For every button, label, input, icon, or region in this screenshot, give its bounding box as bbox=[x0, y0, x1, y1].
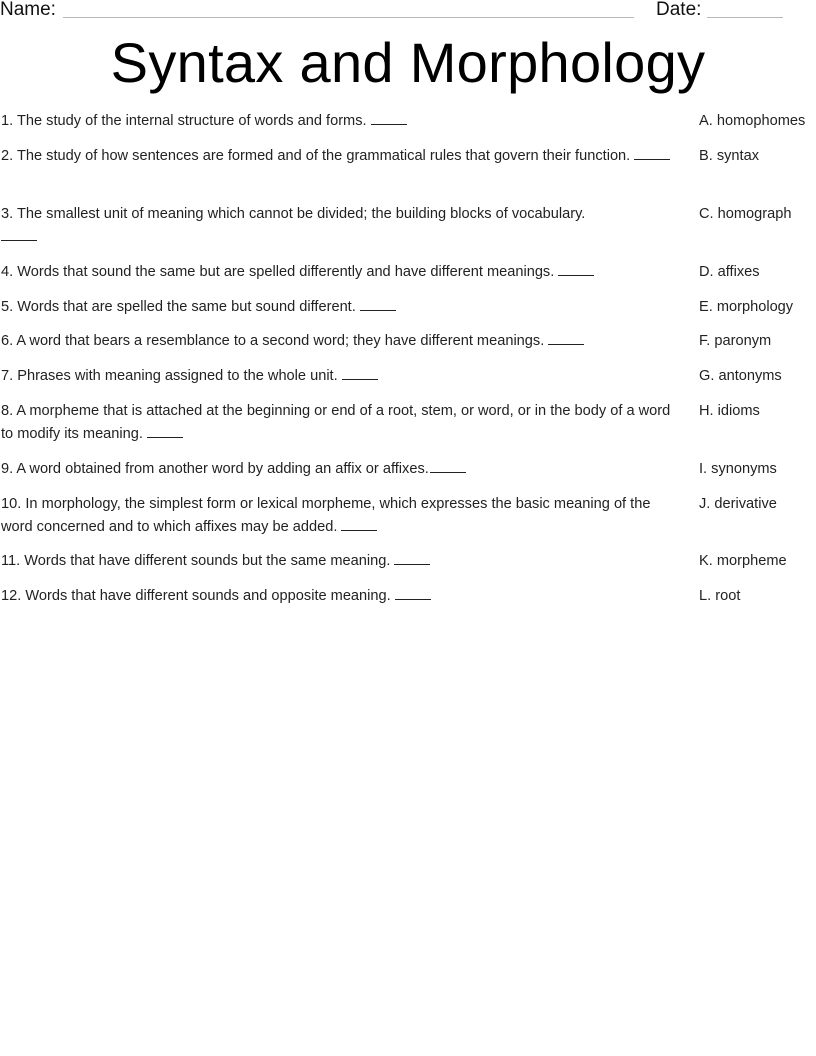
answer-blank[interactable] bbox=[395, 589, 431, 600]
question-item bbox=[1, 550, 677, 573]
answer-blank[interactable] bbox=[147, 427, 183, 438]
question-item bbox=[1, 400, 677, 445]
page-title: Syntax and Morphology bbox=[110, 31, 706, 94]
worksheet-header bbox=[0, 0, 816, 24]
question-item bbox=[1, 203, 677, 248]
question-text: 7. Phrases with meaning assigned to the whole unit. bbox=[1, 368, 338, 384]
question-text: 9. A word obtained from another word by adding an affix or affixes. bbox=[1, 461, 429, 477]
question-text: 4. Words that sound the same but are spelled differently and have different meanings. bbox=[1, 264, 555, 280]
question-text: 6. A word that bears a resemblance to a second word; they have different meanings. bbox=[1, 333, 545, 349]
date-label: Date: bbox=[656, 0, 702, 20]
answer-choice: F. paronym bbox=[699, 333, 772, 349]
question-item bbox=[1, 458, 677, 481]
question-text: 3. The smallest unit of meaning which cannot be divided; the building blocks of vocabulary. bbox=[1, 206, 586, 222]
answer-choice: K. morpheme bbox=[699, 553, 787, 569]
answer-blank[interactable] bbox=[371, 114, 407, 125]
answer-choice: D. affixes bbox=[699, 264, 760, 280]
answer-blank[interactable] bbox=[430, 462, 466, 473]
question-item bbox=[1, 585, 677, 608]
answer-choice: B. syntax bbox=[699, 148, 760, 164]
question-item bbox=[1, 330, 677, 353]
answer-choice: I. synonyms bbox=[699, 461, 777, 477]
answer-choice: J. derivative bbox=[699, 496, 777, 512]
question-text: 8. A morpheme that is attached at the beginning or end of a root, stem, or word, or in the body of a word to modify its meaning. bbox=[1, 403, 671, 442]
date-field-line[interactable] bbox=[707, 17, 783, 18]
answer-blank[interactable] bbox=[558, 265, 594, 276]
question-text: 2. The study of how sentences are formed and of the grammatical rules that govern their function. bbox=[1, 148, 631, 164]
question-text: 1. The study of the internal structure of words and forms. bbox=[1, 113, 367, 129]
question-item bbox=[1, 296, 677, 319]
answer-choice: G. antonyms bbox=[699, 368, 782, 384]
answer-blank[interactable] bbox=[394, 554, 430, 565]
answer-choice: H. idioms bbox=[699, 403, 760, 419]
answer-choice: L. root bbox=[699, 588, 741, 604]
name-field-line[interactable] bbox=[63, 17, 634, 18]
answer-choice: C. homograph bbox=[699, 206, 792, 222]
question-item bbox=[1, 145, 677, 168]
name-label: Name: bbox=[0, 0, 56, 20]
answer-choice: E. morphology bbox=[699, 299, 794, 315]
answer-blank[interactable] bbox=[548, 334, 584, 345]
answer-choice: A. homophomes bbox=[699, 113, 806, 129]
question-item bbox=[1, 261, 677, 284]
answer-blank[interactable] bbox=[341, 520, 377, 531]
answer-blank[interactable] bbox=[634, 149, 670, 160]
question-text: 12. Words that have different sounds and opposite meaning. bbox=[1, 588, 391, 604]
answer-blank[interactable] bbox=[342, 369, 378, 380]
question-item bbox=[1, 110, 677, 133]
question-item bbox=[1, 365, 677, 388]
answer-blank[interactable] bbox=[360, 300, 396, 311]
question-text: 5. Words that are spelled the same but sound different. bbox=[1, 299, 356, 315]
question-text: 11. Words that have different sounds but the same meaning. bbox=[1, 553, 391, 569]
question-text: 10. In morphology, the simplest form or lexical morpheme, which expresses the basic meaning of the word concerned and to which affixes may be added. bbox=[1, 496, 651, 535]
question-item bbox=[1, 493, 677, 538]
answer-blank[interactable] bbox=[1, 230, 37, 241]
